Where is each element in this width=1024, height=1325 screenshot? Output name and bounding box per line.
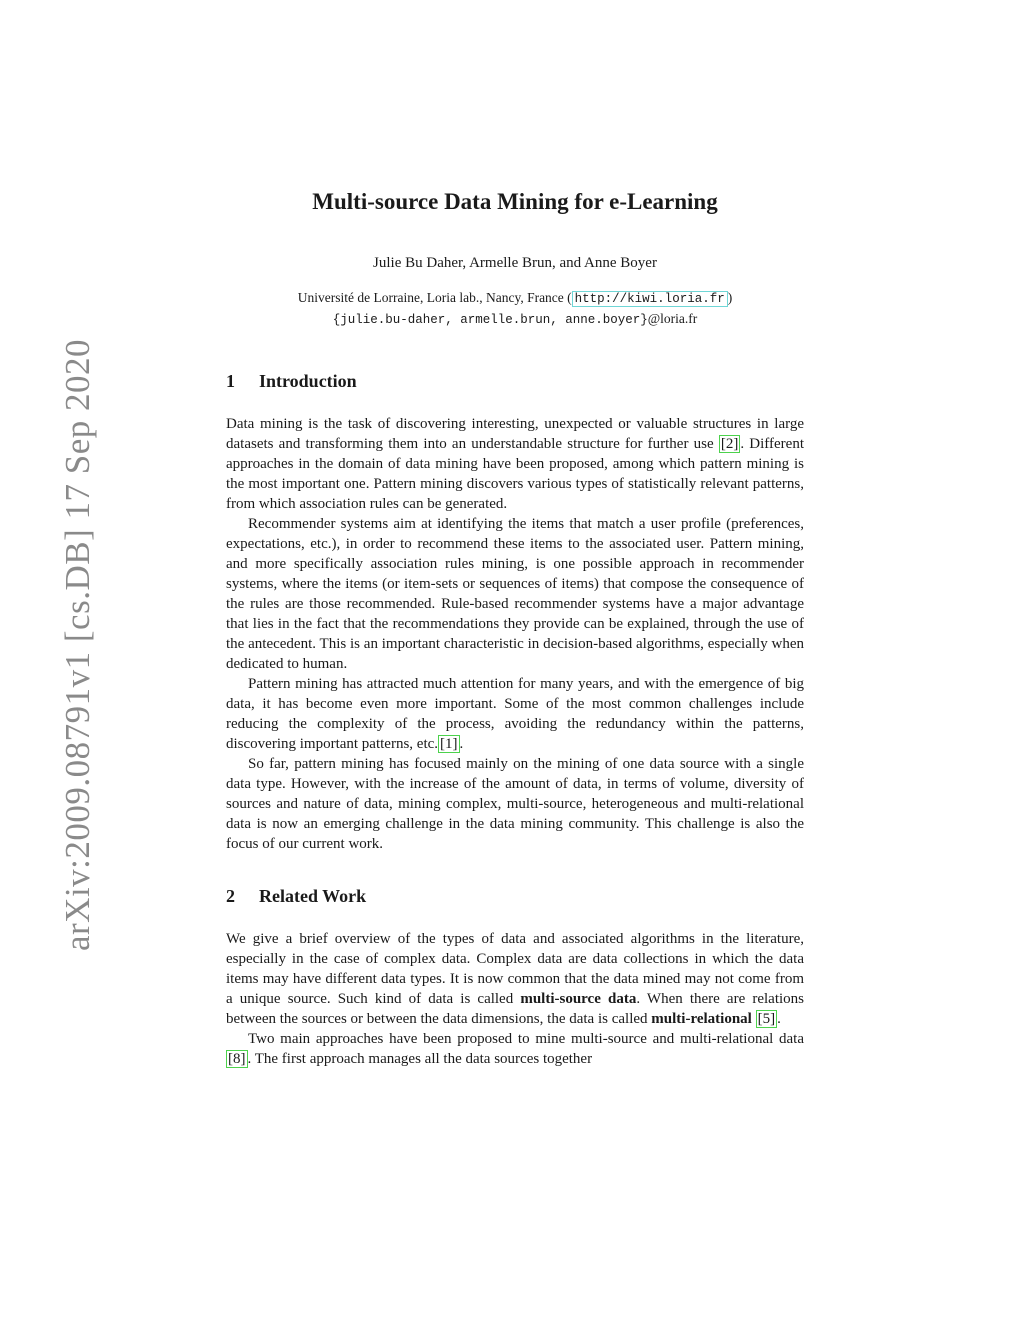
text-run: Data mining is the task of discovering interesting, unexpected or valuable structures in large datasets and transforming them into an understandable structure for further use	[226, 416, 804, 452]
paragraph	[226, 674, 804, 754]
affiliation-line	[226, 288, 804, 309]
section-number: 2	[226, 886, 235, 906]
affiliation-block	[226, 288, 804, 330]
text-run: .	[777, 1011, 781, 1027]
text-run: . When there are relations between the sources or between the data dimensions, the data is called	[226, 991, 804, 1027]
paragraph	[226, 414, 804, 514]
citation-link[interactable]: [5]	[757, 1011, 776, 1027]
text-run: .	[459, 736, 464, 752]
paragraph	[226, 1029, 804, 1069]
section-body-introduction	[226, 414, 804, 854]
citation-link[interactable]: [8]	[228, 1051, 246, 1067]
homepage-link[interactable]: http://kiwi.loria.fr	[572, 291, 728, 307]
affiliation-text: Université de Lorraine, Loria lab., Nancy, France (	[297, 290, 572, 305]
paragraph	[226, 929, 804, 1029]
citation-link[interactable]: [2]	[720, 436, 739, 452]
text-run: . Different approaches in the domain of data mining have been proposed, among which pattern mining is the most important one. Pattern mining discovers various types of statistically relevant patterns, from which association rules can be generated.	[226, 436, 805, 512]
author-emails: {julie.bu-daher, armelle.brun, anne.boyer}	[332, 313, 648, 327]
email-domain: @loria.fr	[647, 311, 698, 326]
paragraph: So far, pattern mining has focused mainly on the mining of one data source with a single data type. However, with the increase of the amount of data, in terms of volume, diversity of sources and nature of data, mining complex, multi-source, heterogeneous and multi-relational data is now an emerging challenge in the data mining community. This challenge is also the focus of our current work.	[226, 756, 804, 852]
author-list: Julie Bu Daher, Armelle Brun, and Anne Boyer	[373, 255, 657, 271]
bold-term: multi-relational	[651, 1011, 752, 1027]
section-title: Introduction	[259, 371, 357, 391]
citation-link[interactable]: [1]	[440, 736, 458, 752]
paper-page	[226, 182, 804, 1069]
paragraph: Recommender systems aim at identifying the items that match a user profile (preferences, expectations, etc.), in order to recommend these items to the associated user. Pattern mining, and more specifically association rules mining, is one possible approach in recommender systems, where the items (or item-sets or sequences of items) that compose the consequence of the rules are those recommended. Rule-based recommender systems have a major advantage that lies in the fact that the recommendations they provide can be explained, through the use of the antecedent. This is an important characteristic in decision-based algorithms, especially when dedicated to human.	[226, 516, 804, 672]
section-title: Related Work	[259, 886, 367, 906]
text-run: Two main approaches have been proposed to mine multi-source and multi-relational data	[248, 1031, 804, 1047]
arxiv-identifier-stamp: arXiv:2009.08791v1 [cs.DB] 17 Sep 2020	[58, 338, 97, 952]
bold-term: multi-source data	[520, 991, 637, 1007]
section-heading-related-work	[226, 883, 804, 909]
text-run: Pattern mining has attracted much attention for many years, and with the emergence of big data, it has become even more important. Some of the most common challenges include reducing the complexity of the process, avoiding the redundancy within the patterns, discovering important patterns, etc.	[226, 676, 804, 752]
text-run: We give a brief overview of the types of data and associated algorithms in the literature, especially in the case of complex data. Complex data are data collections in which the data items may have different data types. It is now common that the data mined may not come from a unique source. Such kind of data is called	[226, 931, 804, 1007]
section-body-related-work	[226, 929, 804, 1069]
email-line	[226, 309, 804, 330]
text-run: . The first approach manages all the data sources together	[247, 1051, 593, 1067]
paper-title: Multi-source Data Mining for e-Learning	[312, 189, 718, 214]
section-heading-introduction	[226, 368, 804, 394]
section-number: 1	[226, 371, 235, 391]
affiliation-close-paren: )	[727, 290, 733, 305]
